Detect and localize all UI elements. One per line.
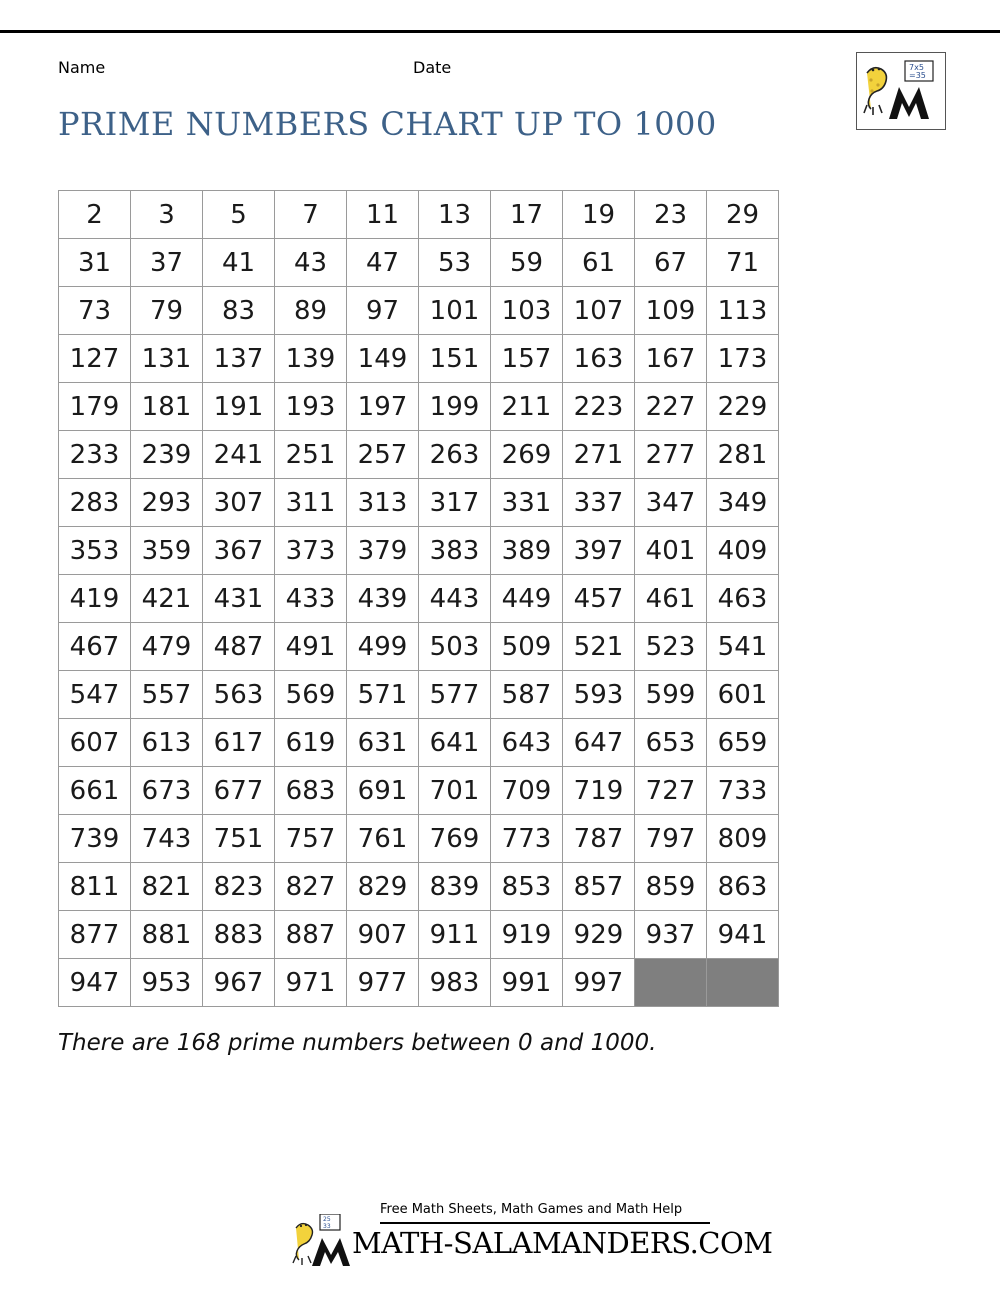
prime-cell: 887 (275, 911, 347, 959)
prime-cell: 991 (491, 959, 563, 1007)
prime-cell: 941 (707, 911, 779, 959)
table-row (59, 671, 779, 719)
worksheet-header (58, 58, 758, 82)
prime-cell: 853 (491, 863, 563, 911)
prime-cell: 47 (347, 239, 419, 287)
prime-cell: 13 (419, 191, 491, 239)
prime-cell: 643 (491, 719, 563, 767)
prime-cell: 241 (203, 431, 275, 479)
prime-cell: 811 (59, 863, 131, 911)
prime-cell: 937 (635, 911, 707, 959)
prime-cell: 569 (275, 671, 347, 719)
prime-cell: 607 (59, 719, 131, 767)
table-row (59, 527, 779, 575)
prime-cell: 29 (707, 191, 779, 239)
prime-cell: 953 (131, 959, 203, 1007)
prime-cell: 227 (635, 383, 707, 431)
prime-cell: 593 (563, 671, 635, 719)
prime-cell: 919 (491, 911, 563, 959)
prime-cell: 107 (563, 287, 635, 335)
empty-cell (635, 959, 707, 1007)
prime-cell: 487 (203, 623, 275, 671)
prime-cell: 733 (707, 767, 779, 815)
prime-cell: 157 (491, 335, 563, 383)
table-row (59, 431, 779, 479)
prime-cell: 347 (635, 479, 707, 527)
prime-cell: 163 (563, 335, 635, 383)
table-row (59, 383, 779, 431)
prime-cell: 397 (563, 527, 635, 575)
prime-cell: 307 (203, 479, 275, 527)
prime-cell: 829 (347, 863, 419, 911)
prime-cell: 757 (275, 815, 347, 863)
prime-cell: 461 (635, 575, 707, 623)
prime-cell: 647 (563, 719, 635, 767)
prime-cell: 97 (347, 287, 419, 335)
prime-cell: 89 (275, 287, 347, 335)
empty-cell (707, 959, 779, 1007)
prime-cell: 877 (59, 911, 131, 959)
prime-cell: 149 (347, 335, 419, 383)
prime-cell: 71 (707, 239, 779, 287)
prime-cell: 83 (203, 287, 275, 335)
prime-cell: 499 (347, 623, 419, 671)
table-row (59, 959, 779, 1007)
prime-cell: 547 (59, 671, 131, 719)
prime-cell: 457 (563, 575, 635, 623)
salamander-logo-icon (857, 53, 945, 129)
prime-cell: 3 (131, 191, 203, 239)
prime-cell: 821 (131, 863, 203, 911)
prime-cell: 661 (59, 767, 131, 815)
prime-cell: 907 (347, 911, 419, 959)
prime-cell: 503 (419, 623, 491, 671)
prime-cell: 863 (707, 863, 779, 911)
prime-cell: 683 (275, 767, 347, 815)
prime-cell: 211 (491, 383, 563, 431)
svg-text:25: 25 (323, 1216, 331, 1223)
page-title: PRIME NUMBERS CHART UP TO 1000 (58, 105, 717, 143)
prime-cell: 293 (131, 479, 203, 527)
prime-cell: 317 (419, 479, 491, 527)
prime-cell: 197 (347, 383, 419, 431)
table-row (59, 335, 779, 383)
prime-cell: 601 (707, 671, 779, 719)
prime-cell: 911 (419, 911, 491, 959)
prime-cell: 577 (419, 671, 491, 719)
prime-cell: 239 (131, 431, 203, 479)
prime-cell: 523 (635, 623, 707, 671)
prime-cell: 977 (347, 959, 419, 1007)
top-divider (0, 30, 1000, 33)
prime-cell: 257 (347, 431, 419, 479)
prime-cell: 103 (491, 287, 563, 335)
prime-cell: 251 (275, 431, 347, 479)
table-row (59, 863, 779, 911)
prime-cell: 769 (419, 815, 491, 863)
prime-cell: 419 (59, 575, 131, 623)
name-label: Name (58, 58, 106, 77)
prime-cell: 983 (419, 959, 491, 1007)
prime-cell: 701 (419, 767, 491, 815)
prime-cell: 389 (491, 527, 563, 575)
prime-cell: 739 (59, 815, 131, 863)
date-label: Date (413, 58, 452, 77)
prime-cell: 233 (59, 431, 131, 479)
brand-logo (856, 52, 946, 130)
prime-cell: 839 (419, 863, 491, 911)
prime-cell: 173 (707, 335, 779, 383)
prime-cell: 827 (275, 863, 347, 911)
prime-cell: 271 (563, 431, 635, 479)
prime-cell: 359 (131, 527, 203, 575)
prime-cell: 151 (419, 335, 491, 383)
prime-cell: 449 (491, 575, 563, 623)
table-row (59, 767, 779, 815)
prime-cell: 823 (203, 863, 275, 911)
prime-cell: 571 (347, 671, 419, 719)
prime-cell: 809 (707, 815, 779, 863)
prime-cell: 7 (275, 191, 347, 239)
table-row (59, 815, 779, 863)
prime-cell: 137 (203, 335, 275, 383)
prime-cell: 947 (59, 959, 131, 1007)
prime-cell: 541 (707, 623, 779, 671)
prime-cell: 491 (275, 623, 347, 671)
prime-cell: 743 (131, 815, 203, 863)
prime-cell: 677 (203, 767, 275, 815)
prime-cell: 167 (635, 335, 707, 383)
prime-cell: 181 (131, 383, 203, 431)
prime-cell: 379 (347, 527, 419, 575)
svg-text:=35: =35 (909, 71, 926, 80)
svg-text:33: 33 (323, 1223, 331, 1230)
prime-cell: 43 (275, 239, 347, 287)
prime-cell: 263 (419, 431, 491, 479)
prime-cell: 509 (491, 623, 563, 671)
prime-cell: 17 (491, 191, 563, 239)
prime-cell: 881 (131, 911, 203, 959)
prime-cell: 773 (491, 815, 563, 863)
prime-cell: 277 (635, 431, 707, 479)
prime-cell: 229 (707, 383, 779, 431)
prime-cell: 859 (635, 863, 707, 911)
prime-cell: 109 (635, 287, 707, 335)
footer-tagline: Free Math Sheets, Math Games and Math Help (380, 1202, 683, 1217)
table-row (59, 191, 779, 239)
prime-cell: 929 (563, 911, 635, 959)
prime-cell: 563 (203, 671, 275, 719)
prime-cell: 101 (419, 287, 491, 335)
prime-cell: 283 (59, 479, 131, 527)
prime-cell: 467 (59, 623, 131, 671)
prime-cell: 331 (491, 479, 563, 527)
prime-cell: 401 (635, 527, 707, 575)
prime-cell: 367 (203, 527, 275, 575)
prime-cell: 337 (563, 479, 635, 527)
prime-cell: 439 (347, 575, 419, 623)
prime-cell: 139 (275, 335, 347, 383)
table-row (59, 911, 779, 959)
prime-cell: 641 (419, 719, 491, 767)
page-footer (0, 1196, 1000, 1280)
prime-cell: 383 (419, 527, 491, 575)
table-row (59, 479, 779, 527)
prime-cell: 587 (491, 671, 563, 719)
prime-cell: 313 (347, 479, 419, 527)
prime-cell: 479 (131, 623, 203, 671)
prime-cell: 631 (347, 719, 419, 767)
prime-cell: 23 (635, 191, 707, 239)
prime-cell: 41 (203, 239, 275, 287)
svg-text:7x5: 7x5 (909, 63, 924, 72)
prime-cell: 761 (347, 815, 419, 863)
prime-cell: 787 (563, 815, 635, 863)
prime-cell: 53 (419, 239, 491, 287)
prime-cell: 353 (59, 527, 131, 575)
prime-cell: 691 (347, 767, 419, 815)
prime-cell: 709 (491, 767, 563, 815)
prime-cell: 619 (275, 719, 347, 767)
prime-cell: 59 (491, 239, 563, 287)
prime-cell: 61 (563, 239, 635, 287)
prime-cell: 131 (131, 335, 203, 383)
prime-cell: 127 (59, 335, 131, 383)
prime-cell: 79 (131, 287, 203, 335)
prime-cell: 349 (707, 479, 779, 527)
prime-cell: 73 (59, 287, 131, 335)
prime-cell: 409 (707, 527, 779, 575)
table-row (59, 239, 779, 287)
prime-cell: 557 (131, 671, 203, 719)
prime-cell: 67 (635, 239, 707, 287)
prime-cell: 31 (59, 239, 131, 287)
table-row (59, 623, 779, 671)
prime-cell: 37 (131, 239, 203, 287)
chart-caption: There are 168 prime numbers between 0 and 1000. (58, 1030, 657, 1056)
prime-cell: 797 (635, 815, 707, 863)
prime-cell: 613 (131, 719, 203, 767)
prime-numbers-table (58, 190, 779, 1007)
prime-cell: 19 (563, 191, 635, 239)
prime-cell: 659 (707, 719, 779, 767)
footer-domain: MATH-SALAMANDERS.COM (352, 1226, 773, 1260)
prime-table-body (59, 191, 779, 1007)
prime-cell: 431 (203, 575, 275, 623)
table-row (59, 575, 779, 623)
prime-cell: 179 (59, 383, 131, 431)
prime-cell: 857 (563, 863, 635, 911)
prime-cell: 463 (707, 575, 779, 623)
table-row (59, 719, 779, 767)
prime-cell: 883 (203, 911, 275, 959)
prime-cell: 191 (203, 383, 275, 431)
prime-cell: 269 (491, 431, 563, 479)
prime-cell: 421 (131, 575, 203, 623)
table-row (59, 287, 779, 335)
prime-cell: 2 (59, 191, 131, 239)
footer-divider (380, 1222, 710, 1224)
prime-cell: 5 (203, 191, 275, 239)
prime-cell: 193 (275, 383, 347, 431)
prime-cell: 281 (707, 431, 779, 479)
prime-cell: 113 (707, 287, 779, 335)
prime-cell: 971 (275, 959, 347, 1007)
prime-cell: 673 (131, 767, 203, 815)
prime-cell: 653 (635, 719, 707, 767)
prime-cell: 617 (203, 719, 275, 767)
prime-cell: 521 (563, 623, 635, 671)
prime-cell: 997 (563, 959, 635, 1007)
prime-cell: 373 (275, 527, 347, 575)
prime-cell: 599 (635, 671, 707, 719)
prime-cell: 719 (563, 767, 635, 815)
prime-cell: 311 (275, 479, 347, 527)
prime-cell: 11 (347, 191, 419, 239)
prime-cell: 967 (203, 959, 275, 1007)
prime-cell: 751 (203, 815, 275, 863)
prime-cell: 223 (563, 383, 635, 431)
prime-cell: 433 (275, 575, 347, 623)
prime-cell: 199 (419, 383, 491, 431)
prime-cell: 443 (419, 575, 491, 623)
prime-cell: 727 (635, 767, 707, 815)
